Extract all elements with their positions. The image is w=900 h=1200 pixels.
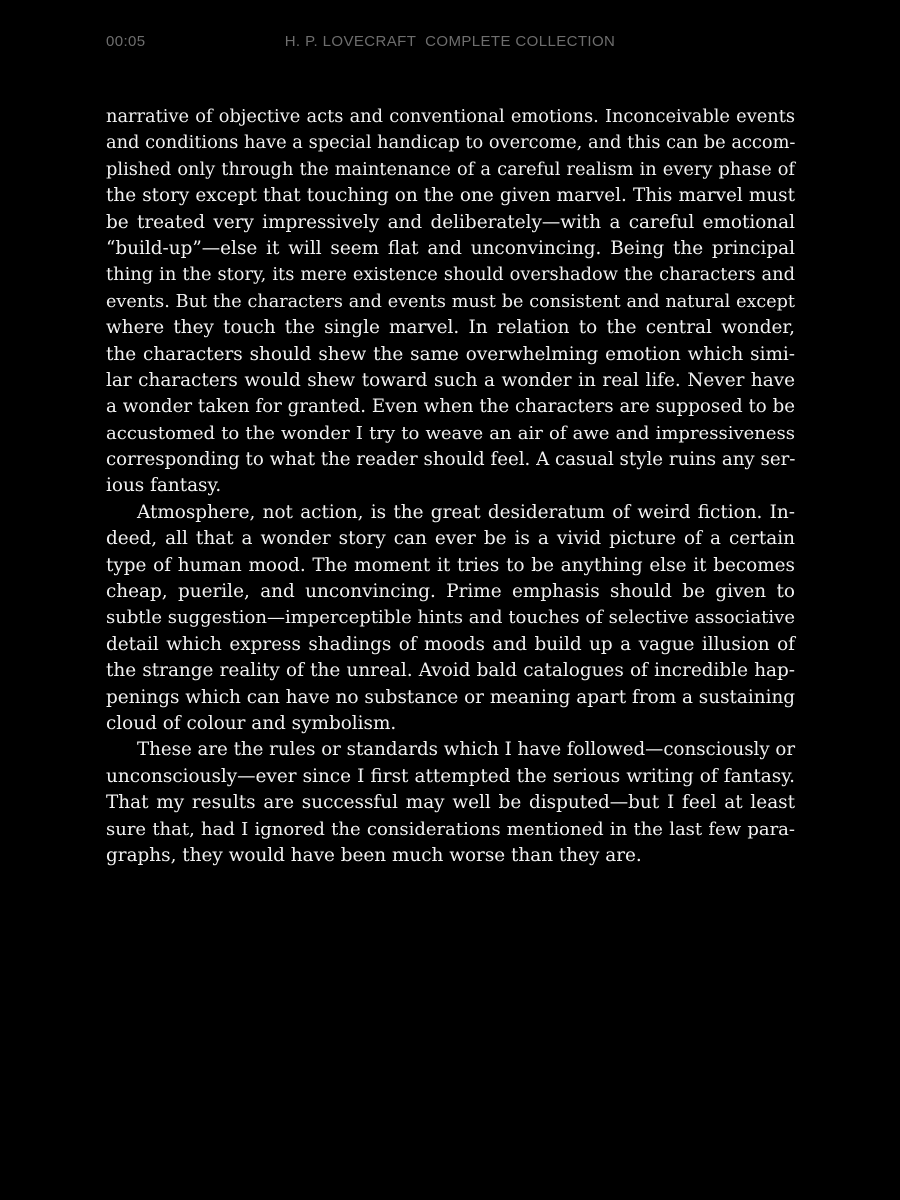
text-line: be treated very impressively and deliberately—with a careful emotional (106, 211, 795, 233)
text-line: subtle suggestion—imperceptible hints and touches of selective associative (106, 607, 795, 629)
clock: 00:05 (106, 33, 146, 50)
text-line: narrative of objective acts and conventional emotions. Inconceivable events (106, 106, 795, 127)
text-line: detail which express shadings of moods and build up a vague illusion of (106, 633, 795, 655)
text-line: Atmosphere, not action, is the great desideratum of weird fiction. In- (137, 501, 795, 523)
text-line: lar characters would shew toward such a wonder in real life. Never have (106, 369, 795, 391)
text-line: penings which can have no substance or meaning apart from a sustaining (106, 686, 796, 708)
text-line: accustomed to the wonder I try to weave an air of awe and impressiveness (106, 422, 795, 444)
text-line: the story except that touching on the one given marvel. This marvel must (106, 185, 795, 207)
text-line: a wonder taken for granted. Even when the characters are supposed to be (106, 396, 795, 418)
text-line: where they touch the single marvel. In relation to the central wonder, (106, 317, 795, 339)
text-line: the strange reality of the unreal. Avoid bald catalogues of incredible hap- (106, 660, 795, 682)
paragraph (106, 737, 795, 869)
text-line: events. But the characters and events must be consistent and natural except (106, 291, 795, 312)
paragraph (106, 104, 795, 500)
text-line: That my results are successful may well be disputed—but I feel at least (106, 792, 795, 814)
text-line: the characters should shew the same overwhelming emotion which simi- (106, 343, 795, 365)
text-line: These are the rules or standards which I have followed—consciously or (137, 739, 796, 761)
text-line: unconsciously—ever since I first attempted the serious writing of fantasy. (106, 765, 795, 787)
text-line: sure that, had I ignored the considerations mentioned in the last few para- (106, 818, 795, 840)
book-title: H. P. LOVECRAFT COMPLETE COLLECTION (284, 33, 616, 50)
text-line: thing in the story, its mere existence should overshadow the characters and (106, 264, 795, 286)
paragraph (106, 500, 795, 738)
text-line: cheap, puerile, and unconvincing. Prime emphasis should be given to (106, 581, 795, 603)
text-line: corresponding to what the reader should feel. A casual style ruins any ser- (106, 449, 796, 471)
text-line: type of human mood. The moment it tries to be anything else it becomes (106, 554, 795, 576)
text-line: deed, all that a wonder story can ever be is a vivid picture of a certain (106, 528, 795, 550)
text-line: ious fantasy. (106, 475, 222, 497)
text-line: cloud of colour and symbolism. (106, 712, 397, 734)
status-bar (0, 33, 900, 53)
page-text (106, 104, 795, 869)
text-line: “build-up”—else it will seem flat and unconvincing. Being the principal (106, 237, 795, 259)
text-line: graphs, they would have been much worse than they are. (106, 844, 642, 866)
text-line: plished only through the maintenance of a careful realism in every phase of (106, 158, 795, 180)
text-line: and conditions have a special handicap to overcome, and this can be accom- (106, 132, 796, 154)
